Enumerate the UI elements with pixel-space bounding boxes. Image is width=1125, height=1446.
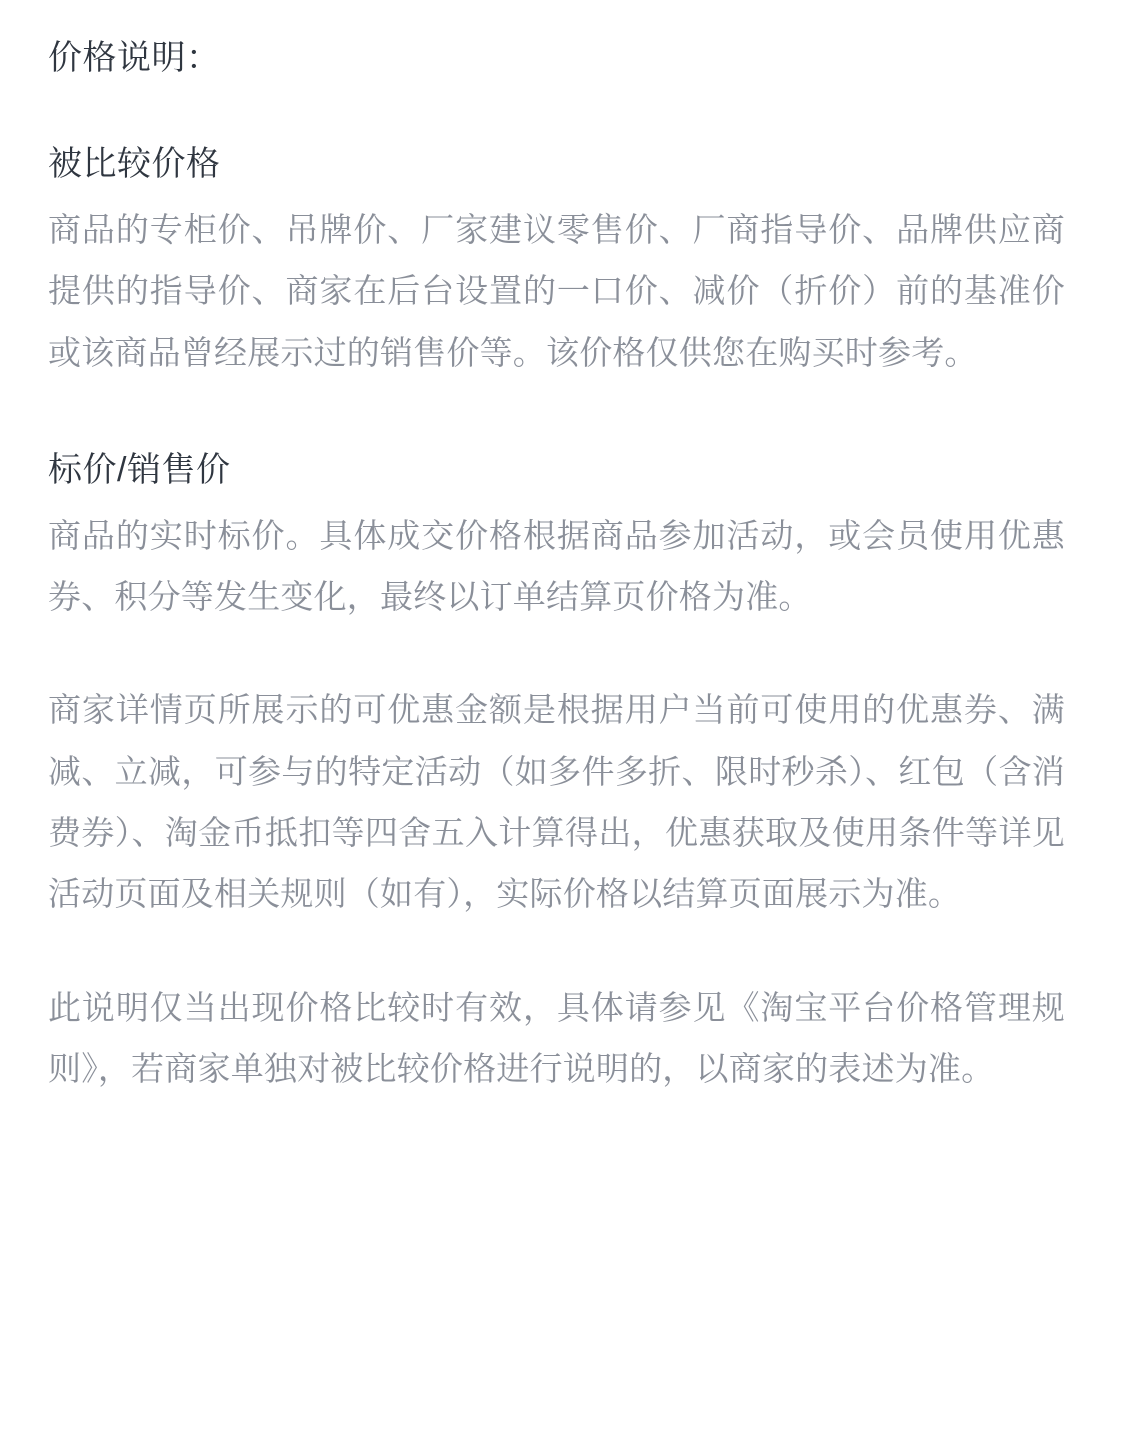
section-paragraph-listed-price-3: 此说明仅当出现价格比较时有效，具体请参见《淘宝平台价格管理规则》，若商家单独对被比较价格进行说明的，以商家的表述为准。 (48, 988, 1065, 1088)
section-paragraph-compared-price: 商品的专柜价、吊牌价、厂家建议零售价、厂商指导价、品牌供应商提供的指导价、商家在后台设置的一口价、减价（折价）前的基准价或该商品曾经展示过的销售价等。该价格仅供您在购买时参考。 (48, 210, 1065, 371)
section-divider-space (48, 429, 1065, 447)
section-paragraph-listed-price-1: 商品的实时标价。具体成交价格根据商品参加活动，或会员使用优惠券、积分等发生变化，最终以订单结算页价格为准。 (48, 516, 1065, 615)
section-heading-compared-price: 被比较价格 (48, 145, 221, 184)
section-paragraph-listed-price-2: 商家详情页所展示的可优惠金额是根据用户当前可使用的优惠券、满减、立减，可参与的特定活动（如多件多折、限时秒杀）、红包（含消费券）、淘金币抵扣等四舍五入计算得出，优惠获取及使用条件等详见活动页面及相关规则（如有），实际价格以结算页面展示为准。 (48, 691, 1065, 913)
section-heading-listed-price: 标价/销售价 (48, 451, 231, 490)
page-title: 价格说明： (48, 39, 221, 77)
section-listed-price (48, 447, 1065, 1100)
section-compared-price (48, 141, 1065, 383)
